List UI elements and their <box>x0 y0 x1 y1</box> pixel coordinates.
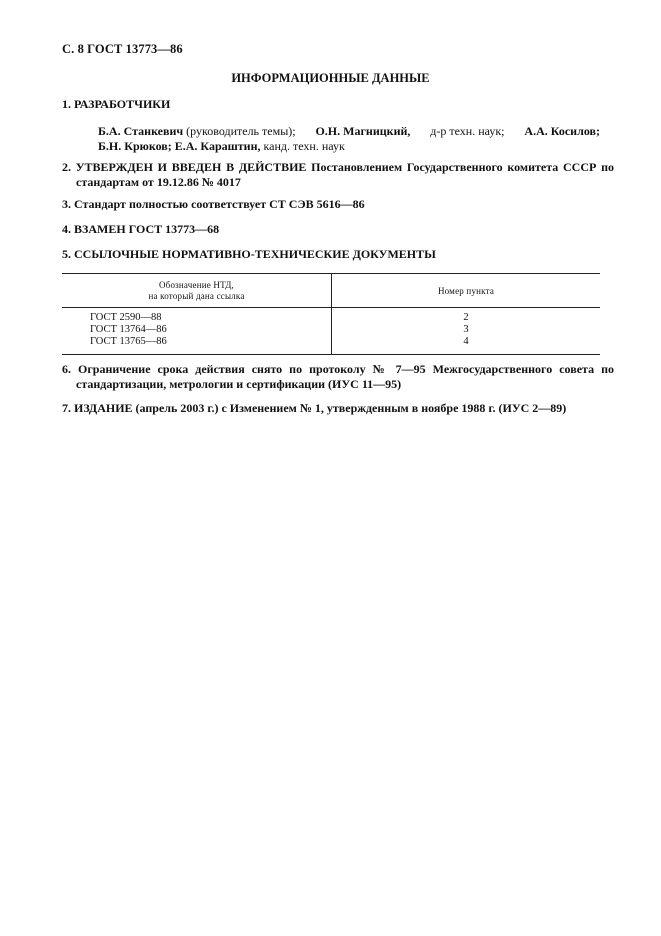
table-header-document-line2: на который дана ссылка <box>148 291 245 301</box>
section-7-edition: 7. ИЗДАНИЕ (апрель 2003 г.) с Изменением № 1, утвержденным в ноябре 1988 г. (ИУС 2—89) <box>62 401 567 415</box>
section-5-heading: 5. ССЫЛОЧНЫЕ НОРМАТИВНО-ТЕХНИЧЕСКИЕ ДОКУМЕНТЫ <box>62 247 436 261</box>
table-header-document-line1: Обозначение НТД, <box>158 280 234 290</box>
table-cell-document: ГОСТ 13764—86 <box>90 324 167 335</box>
developer-role: (руководитель темы); <box>186 124 296 138</box>
developer-name: А.А. Косилов; <box>524 124 600 138</box>
document-title: ИНФОРМАЦИОННЫЕ ДАННЫЕ <box>231 71 430 85</box>
table-cell-item: 3 <box>463 324 469 335</box>
developer-name: Б.Н. Крюков; <box>98 139 172 153</box>
developers-line-2 <box>98 139 600 154</box>
developers-line-1 <box>98 124 600 139</box>
section-6-validity: 6. Ограничение срока действия снято по протоколу № 7—95 Межгосударственного совета по стандартизации, метрологии и сертификации (ИУС 11—95) <box>62 362 614 391</box>
developers-list <box>98 124 600 154</box>
section-2-approval: 2. УТВЕРЖДЕН И ВВЕДЕН В ДЕЙСТВИЕ Постановлением Государственного комитета СССР по стандартам от 19.12.86 № 4017 <box>62 160 614 189</box>
section-3-conformity: 3. Стандарт полностью соответствует СТ СЭВ 5616—86 <box>62 197 365 211</box>
table-cell-document: ГОСТ 13765—86 <box>90 336 167 347</box>
section-1-heading: 1. РАЗРАБОТЧИКИ <box>62 97 171 111</box>
developer-name: Е.А. Караштин, <box>174 139 261 153</box>
section-4-replaces: 4. ВЗАМЕН ГОСТ 13773—68 <box>62 222 220 236</box>
table-header-document <box>62 280 331 302</box>
developer-role: д-р техн. наук; <box>430 124 505 138</box>
developer-name: Б.А. Станкевич <box>98 124 184 138</box>
table-cell-document: ГОСТ 2590—88 <box>90 312 162 323</box>
table-cell-item: 4 <box>463 336 469 347</box>
table-document-column <box>90 312 167 348</box>
developer-role: канд. техн. наук <box>263 139 345 153</box>
table-header-rule <box>62 307 600 308</box>
referenced-documents-table <box>62 273 600 355</box>
table-header-item-number: Номер пункта <box>437 286 495 296</box>
table-item-column <box>332 312 600 348</box>
developer-name: О.Н. Магницкий, <box>315 124 411 138</box>
page-header: С. 8 ГОСТ 13773—86 <box>62 42 183 56</box>
table-cell-item: 2 <box>463 312 469 323</box>
